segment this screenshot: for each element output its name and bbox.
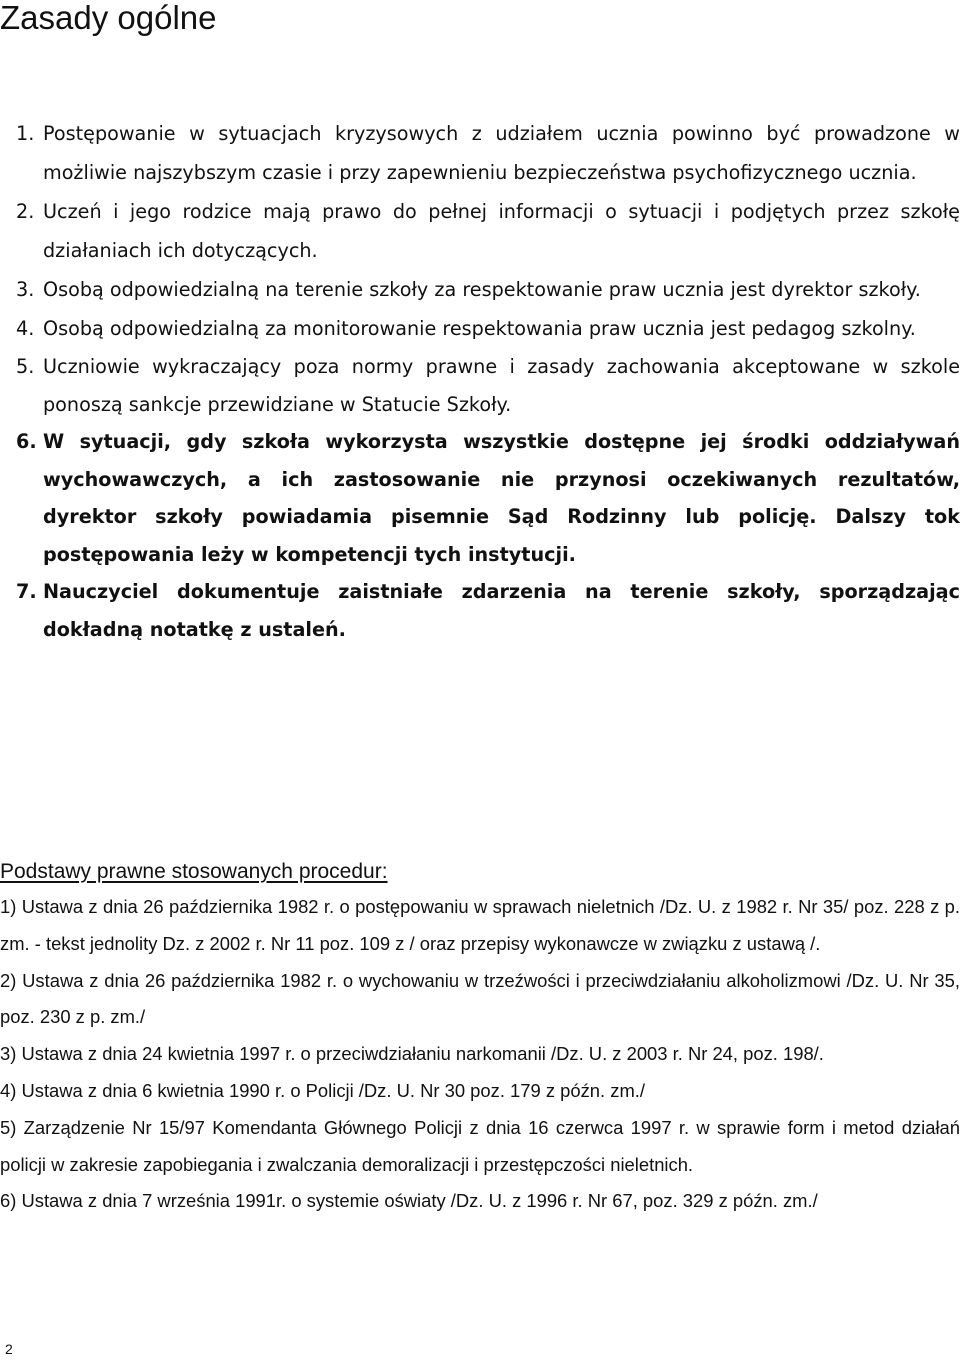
legal-act-item: 2) Ustawa z dnia 26 października 1982 r. o wychowaniu w trzeźwości i przeciwdziałaniu alkoholizmowi /Dz. U. Nr 35, poz. 230 z p. zm./	[0, 969, 960, 1028]
rule-item-5	[0, 348, 960, 423]
rule-text: Postępowanie w sytuacjach kryzysowych z udziałem ucznia powinno być prowadzone w możliwie najszybszym czasie i przy zapewnieniu bezpieczeństwa psychofizycznego ucznia.	[43, 122, 960, 184]
rule-text: Osobą odpowiedzialną na terenie szkoły za respektowanie praw ucznia jest dyrektor szkoły.	[43, 278, 921, 301]
rule-number: 7.	[16, 580, 37, 603]
page-title: Zasady ogólne	[0, 0, 217, 36]
rule-text: Nauczyciel dokumentuje zaistniałe zdarzenia na terenie szkoły, sporządzając dokładną notatkę z ustaleń.	[43, 580, 960, 641]
legal-basis-list	[0, 889, 960, 1220]
rule-item-6	[0, 423, 960, 573]
rule-number: 2.	[16, 200, 35, 223]
rule-number: 1.	[16, 122, 35, 145]
legal-act-item: 1) Ustawa z dnia 26 października 1982 r. o postępowaniu w sprawach nieletnich /Dz. U. z 1982 r. Nr 35/ poz. 228 z p. zm. - tekst jednolity Dz. z 2002 r. Nr 11 poz. 109 z / oraz przepisy wykonawcze w związku z ustawą /.	[0, 896, 960, 954]
rule-text: Uczeń i jego rodzice mają prawo do pełnej informacji o sytuacji i podjętych przez szkołę działaniach ich dotyczących.	[43, 200, 960, 262]
page-number: 2	[5, 1341, 13, 1357]
rule-item-4	[0, 309, 960, 348]
rule-text: W sytuacji, gdy szkoła wykorzysta wszystkie dostępne jej środki oddziaływań wychowawczych, a ich zastosowanie nie przynosi oczekiwanych rezultatów, dyrektor szkoły powiadamia pisemnie Sąd Rodzinny lub policję. Dalszy tok postępowania leży w kompetencji tych instytucji.	[43, 430, 960, 566]
rule-item-2	[0, 192, 960, 270]
legal-act-item: 3) Ustawa z dnia 24 kwietnia 1997 r. o przeciwdziałaniu narkomanii /Dz. U. z 2003 r. Nr 24, poz. 198/.	[0, 1043, 824, 1065]
general-rules-list	[0, 114, 960, 648]
rule-number: 3.	[16, 278, 35, 301]
rule-item-1	[0, 114, 960, 192]
legal-basis-heading: Podstawy prawne stosowanych procedur:	[0, 860, 388, 883]
legal-act-item: 6) Ustawa z dnia 7 września 1991r. o systemie oświaty /Dz. U. z 1996 r. Nr 67, poz. 329 z późn. zm./	[0, 1190, 818, 1212]
legal-act-item: 5) Zarządzenie Nr 15/97 Komendanta Głównego Policji z dnia 16 czerwca 1997 r. w sprawie form i metod działań policji w zakresie zapobiegania i zwalczania demoralizacji i przestępczości nieletnich.	[0, 1116, 960, 1175]
rule-number: 4.	[16, 317, 35, 340]
rule-text: Osobą odpowiedzialną za monitorowanie respektowania praw ucznia jest pedagog szkolny.	[43, 317, 916, 340]
rule-text: Uczniowie wykraczający poza normy prawne i zasady zachowania akceptowane w szkole ponoszą sankcje przewidziane w Statucie Szkoły.	[43, 355, 960, 416]
rule-number: 5.	[16, 355, 35, 378]
rule-item-7	[0, 573, 960, 648]
rule-item-3	[0, 270, 960, 309]
legal-basis-section	[0, 855, 960, 1220]
rule-number: 6.	[16, 430, 37, 453]
legal-act-item: 4) Ustawa z dnia 6 kwietnia 1990 r. o Policji /Dz. U. Nr 30 poz. 179 z późn. zm./	[0, 1079, 645, 1101]
